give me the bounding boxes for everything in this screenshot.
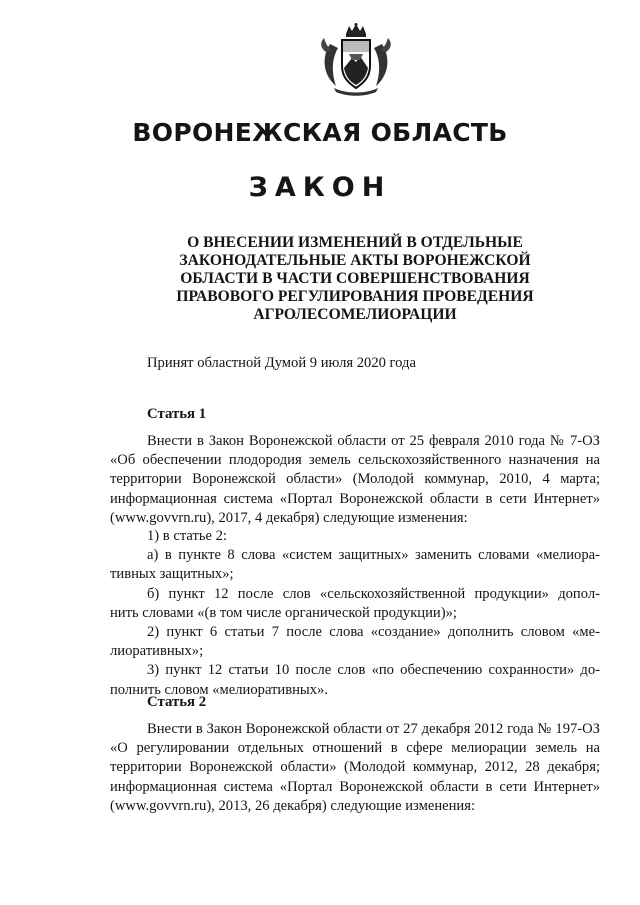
text-line: информационная система «Портал Воронежской области в сети Интернет» (110, 778, 600, 795)
article-1-items (110, 527, 600, 700)
article-2-intro (110, 720, 600, 816)
text-line: информационная система «Портал Воронежской области в сети Интернет» (110, 490, 600, 507)
text-line: «Об обеспечении плодородия земель сельскохозяйственного назначения на (110, 452, 600, 469)
list-item: 1) в статье 2: (147, 528, 227, 544)
list-item: 3) пункт 12 статьи 10 после слов «по обеспечению сохранности» до- (147, 662, 600, 679)
region-name: ВОРОНЕЖСКАЯ ОБЛАСТЬ (132, 118, 508, 147)
coat-of-arms-emblem (316, 22, 396, 98)
adoption-date: Принят областной Думой 9 июля 2020 года (147, 355, 416, 371)
list-item: 2) пункт 6 статьи 7 после слова «создание» дополнить словом «ме- (147, 624, 600, 641)
article-1-heading: Статья 1 (147, 406, 207, 422)
text-line: Внести в Закон Воронежской области от 27 декабря 2012 года № 197-ОЗ (147, 721, 600, 737)
list-item: а) в пункте 8 слова «систем защитных» заменить словами «мелиора- (147, 547, 600, 564)
title-line: ПРАВОВОГО РЕГУЛИРОВАНИЯ ПРОВЕДЕНИЯ (176, 288, 534, 305)
title-line: ЗАКОНОДАТЕЛЬНЫЕ АКТЫ ВОРОНЕЖСКОЙ (179, 252, 531, 269)
document-title (150, 234, 560, 324)
title-line: АГРОЛЕСОМЕЛИОРАЦИИ (253, 306, 457, 323)
document-type: ЗАКОН (248, 172, 392, 203)
list-item: б) пункт 12 после слов «сельскохозяйственной продукции» допол- (147, 585, 600, 602)
list-item: лиоративных»; (110, 643, 204, 660)
list-item: тивных защитных»; (110, 566, 234, 583)
list-item: полнить словом «мелиоративных». (110, 681, 328, 698)
text-line: территории Воронежской области» (Молодой коммунар, 2010, 4 марта; (110, 471, 600, 488)
text-line: Внести в Закон Воронежской области от 25 февраля 2010 года № 7-ОЗ (147, 433, 600, 449)
article-1-intro (110, 432, 600, 528)
title-line: ОБЛАСТИ В ЧАСТИ СОВЕРШЕНСТВОВАНИЯ (180, 270, 530, 287)
title-line: О ВНЕСЕНИИ ИЗМЕНЕНИЙ В ОТДЕЛЬНЫЕ (187, 234, 523, 251)
list-item: нить словами «(в том числе органической продукции)»; (110, 604, 457, 621)
voronezh-coat-of-arms-icon (316, 22, 396, 98)
text-line: (www.govvrn.ru), 2017, 4 декабря) следующие изменения: (110, 509, 468, 526)
article-2-heading: Статья 2 (147, 694, 207, 710)
text-line: территории Воронежской области» (Молодой коммунар, 2012, 28 декабря; (110, 759, 600, 776)
text-line: (www.govvrn.ru), 2013, 26 декабря) следующие изменения: (110, 797, 475, 814)
text-line: «О регулировании отдельных отношений в сфере мелиорации земель на (110, 740, 600, 757)
